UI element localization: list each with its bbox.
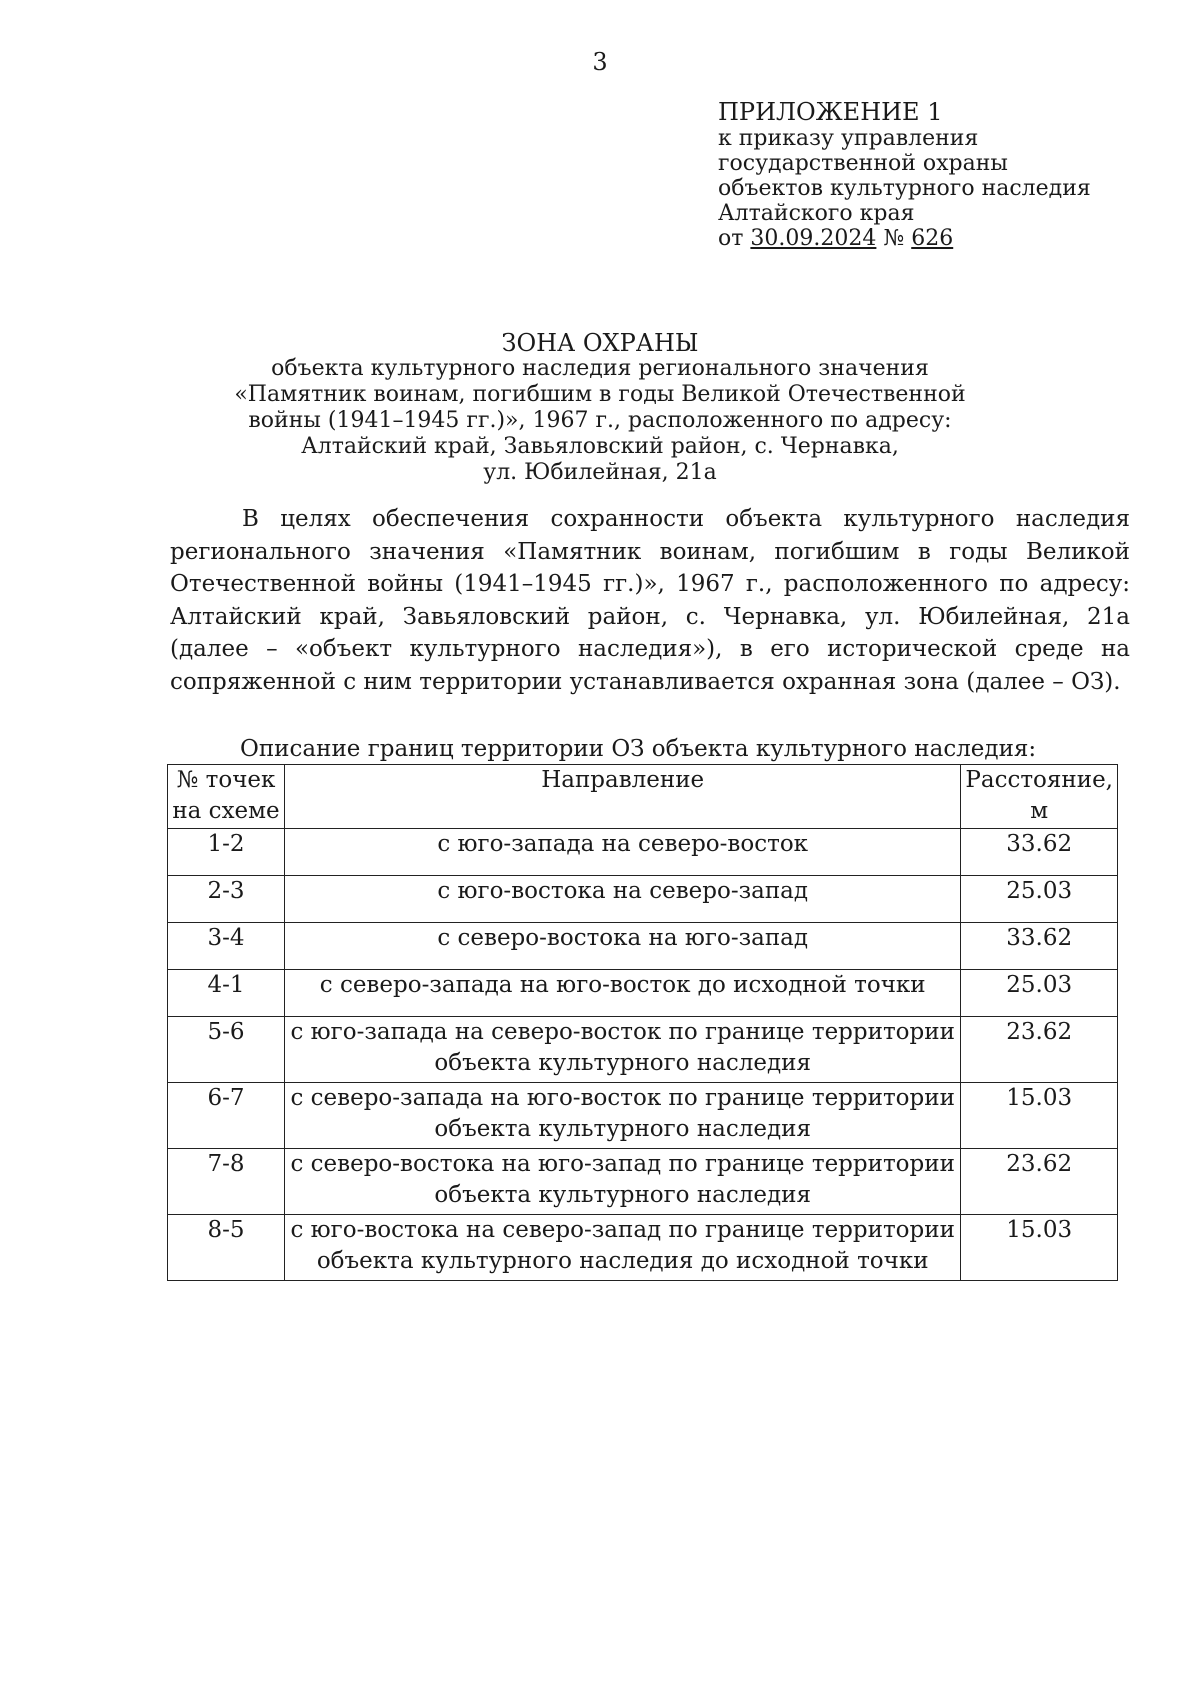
cell-direction: с юго-запада на северо-восток по границе территории объекта культурного наследия (285, 1017, 961, 1083)
cell-distance: 33.62 (961, 829, 1118, 876)
annex-line: государственной охраны (718, 151, 1008, 176)
table-row (168, 829, 1118, 876)
table-row (168, 923, 1118, 970)
heading-line: войны (1941–1945 гг.)», 1967 г., расположенного по адресу: (248, 408, 952, 433)
table-row (168, 1083, 1118, 1149)
page-number: 3 (592, 48, 608, 76)
cell-points: 6-7 (168, 1083, 285, 1149)
table-row (168, 970, 1118, 1017)
annex-number-sign: № (883, 226, 905, 251)
table-caption: Описание границ территории ОЗ объекта культурного наследия: (240, 736, 1037, 762)
cell-distance: 25.03 (961, 970, 1118, 1017)
cell-direction: с юго-запада на северо-восток (285, 829, 961, 876)
annex-date-prefix: от (718, 226, 744, 251)
annex-date-line (718, 226, 1158, 251)
intro-paragraph: В целях обеспечения сохранности объекта культурного наследия регионального значения «Памятник воинам, погибшим в годы Великой Отечественной войны (1941–1945 гг.)», 1967 г., расположенного по адресу: Алтайский край, Завьяловский район, с. Чернавка, ул. Юбилейная, 21а (далее – «объект культурного наследия»), в его исторической среде на сопряженной с ним территории устанавливается охранная зона (далее – ОЗ). (170, 506, 1130, 695)
cell-direction: с юго-востока на северо-запад по границе территории объекта культурного наследия до исходной точки (285, 1215, 961, 1281)
cell-points: 1-2 (168, 829, 285, 876)
cell-distance: 15.03 (961, 1215, 1118, 1281)
table-row (168, 1215, 1118, 1281)
cell-direction: с северо-востока на юго-запад (285, 923, 961, 970)
document-heading (150, 330, 1050, 486)
cell-points: 8-5 (168, 1215, 285, 1281)
cell-points: 5-6 (168, 1017, 285, 1083)
table-header-row (168, 765, 1118, 829)
table-row (168, 1149, 1118, 1215)
cell-points: 3-4 (168, 923, 285, 970)
annex-block (718, 100, 1158, 251)
table-row (168, 876, 1118, 923)
cell-points: 7-8 (168, 1149, 285, 1215)
header-direction: Направление (285, 765, 961, 829)
cell-distance: 23.62 (961, 1017, 1118, 1083)
heading-line: объекта культурного наследия регионального значения (271, 356, 929, 381)
annex-title: ПРИЛОЖЕНИЕ 1 (718, 98, 943, 126)
cell-distance: 23.62 (961, 1149, 1118, 1215)
annex-date: 30.09.2024 (750, 226, 877, 251)
cell-direction: с северо-запада на юго-восток до исходной точки (285, 970, 961, 1017)
cell-direction: с юго-востока на северо-запад (285, 876, 961, 923)
annex-number: 626 (911, 226, 954, 251)
header-distance: Расстояние, м (961, 765, 1118, 829)
cell-distance: 33.62 (961, 923, 1118, 970)
cell-points: 2-3 (168, 876, 285, 923)
cell-direction: с северо-востока на юго-запад по границе территории объекта культурного наследия (285, 1149, 961, 1215)
header-points: № точек на схеме (168, 765, 285, 829)
cell-distance: 15.03 (961, 1083, 1118, 1149)
annex-line: объектов культурного наследия (718, 176, 1091, 201)
heading-title: ЗОНА ОХРАНЫ (501, 329, 699, 357)
heading-line: «Памятник воинам, погибшим в годы Великой Отечественной (234, 382, 966, 407)
cell-direction: с северо-запада на юго-восток по границе территории объекта культурного наследия (285, 1083, 961, 1149)
cell-distance: 25.03 (961, 876, 1118, 923)
boundary-table (167, 764, 1118, 1281)
annex-line: к приказу управления (718, 126, 979, 151)
annex-line: Алтайского края (718, 201, 915, 226)
heading-line: Алтайский край, Завьяловский район, с. Чернавка, (301, 434, 899, 459)
cell-points: 4-1 (168, 970, 285, 1017)
table-row (168, 1017, 1118, 1083)
heading-line: ул. Юбилейная, 21а (483, 460, 717, 485)
